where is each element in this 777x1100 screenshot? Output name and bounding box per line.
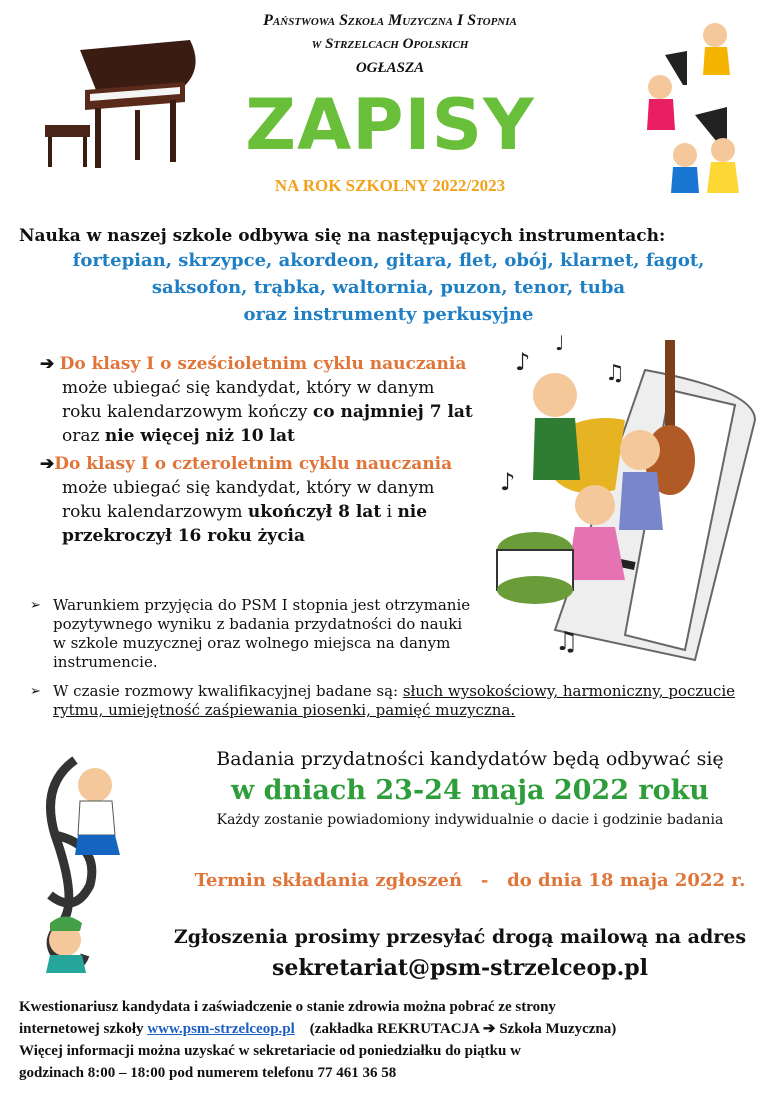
six-year-text1: może ubiegać się kandydat, który w danym [62,378,435,398]
kids-on-piano-keys-illustration [495,330,760,660]
announces-label: OGŁASZA [355,60,425,76]
six-year-max-age: nie więcej niż 10 lat [104,426,295,446]
footer-info [19,996,764,1084]
bullet-arrow-icon: ➢ [30,684,41,699]
four-year-max-age-part2: przekroczył 16 roku życia [62,526,306,546]
footer-line2-suffix: (zakładka REKRUTACJA ➔ Szkoła Muzyczna) [294,1021,617,1037]
footer-line3: Więcej informacji można uzyskać w sekretariacie od poniedziałku do piątku w [19,1043,521,1059]
right-arrow-icon: ➔ [40,354,55,374]
instruments-list-line1: fortepian, skrzypce, akordeon, gitara, flet, obój, klarnet, fagot, [72,250,705,271]
four-year-class-heading: Do klasy I o czteroletnim cyklu nauczania [54,454,453,474]
exam-intro: Badania przydatności kandydatów będą odbywać się [216,748,724,770]
six-year-min-age: co najmniej 7 lat [312,402,473,422]
school-name-line2: w Strzelcach Opolskich [311,36,469,52]
bullet1-line4: instrumencie. [53,653,158,671]
instruments-list-line2: saksofon, trąbka, waltornia, puzon, tenor, tuba [151,277,626,298]
admission-condition-bullet [30,596,490,672]
right-arrow-icon: ➔ [40,454,55,474]
six-year-class-section [40,352,500,448]
six-year-text3: oraz [62,426,105,446]
bullet1-line1: Warunkiem przyjęcia do PSM I stopnia jest otrzymanie [53,596,471,614]
six-year-class-heading: Do klasy I o sześcioletnim cyklu nauczania [59,354,467,374]
four-year-class-section [40,452,500,548]
svg-text:♫: ♫ [555,627,579,657]
svg-text:♫: ♫ [605,361,625,386]
contact-email[interactable]: sekretariat@psm-strzelceop.pl [271,955,648,981]
svg-text:♩: ♩ [555,331,565,355]
instruments-intro: Nauka w naszej szkole odbywa się na następujących instrumentach: [19,226,666,246]
school-name-line1: Państwowa Szkoła Muzyczna I Stopnia [263,12,517,29]
footer-line4: godzinach 8:00 – 18:00 pod numerem telefonu 77 461 36 58 [19,1065,397,1081]
school-year: NA ROK SZKOLNY 2022/2023 [274,176,506,195]
footer-line2-prefix: internetowej szkoły [19,1021,148,1037]
bullet2-prefix: W czasie rozmowy kwalifikacyjnej badane są: [53,682,403,700]
bullet-arrow-icon: ➢ [30,598,41,613]
six-year-text2: roku kalendarzowym kończy [62,402,313,422]
bullet2-topics-part1: słuch wysokościowy, harmoniczny, poczucie [402,682,735,700]
four-year-text1: może ubiegać się kandydat, który w danym [62,478,435,498]
bullet2-topics-part2: rytmu, umiejętność zaśpiewania piosenki, pamięć muzyczna. [53,701,516,719]
bullet1-line3: w szkole muzycznej oraz wolnego miejsca na danym [53,634,451,652]
exam-notice: Każdy zostanie powiadomiony indywidualnie o dacie i godzinie badania [216,812,724,828]
four-year-min-age: ukończył 8 lat [247,502,382,522]
exam-dates: w dniach 23-24 maja 2022 roku [231,775,709,806]
instruments-list-line3: oraz instrumenty perkusyjne [243,304,534,325]
svg-text:♪: ♪ [500,468,516,496]
four-year-max-age-part1: nie [397,502,428,522]
send-instructions: Zgłoszenia prosimy przesyłać drogą mailową na adres [173,926,747,948]
singing-kids-illustration [635,15,755,195]
kids-on-treble-clef-illustration [20,755,130,975]
footer-line1: Kwestionariusz kandydata i zaświadczenie o stanie zdrowia można pobrać ze strony [19,999,556,1015]
interview-topics-bullet [30,682,760,720]
svg-text:♪: ♪ [515,348,531,376]
four-year-and: i [381,502,398,522]
four-year-text2: roku kalendarzowym [62,502,248,522]
application-deadline: Termin składania zgłoszeń - do dnia 18 maja 2022 r. [194,870,746,891]
school-website-link[interactable]: www.psm-strzelceop.pl [147,1021,295,1037]
page-title: ZAPISY [245,84,535,166]
bullet1-line2: pozytywnego wyniku z badania przydatności do nauki [53,615,463,633]
